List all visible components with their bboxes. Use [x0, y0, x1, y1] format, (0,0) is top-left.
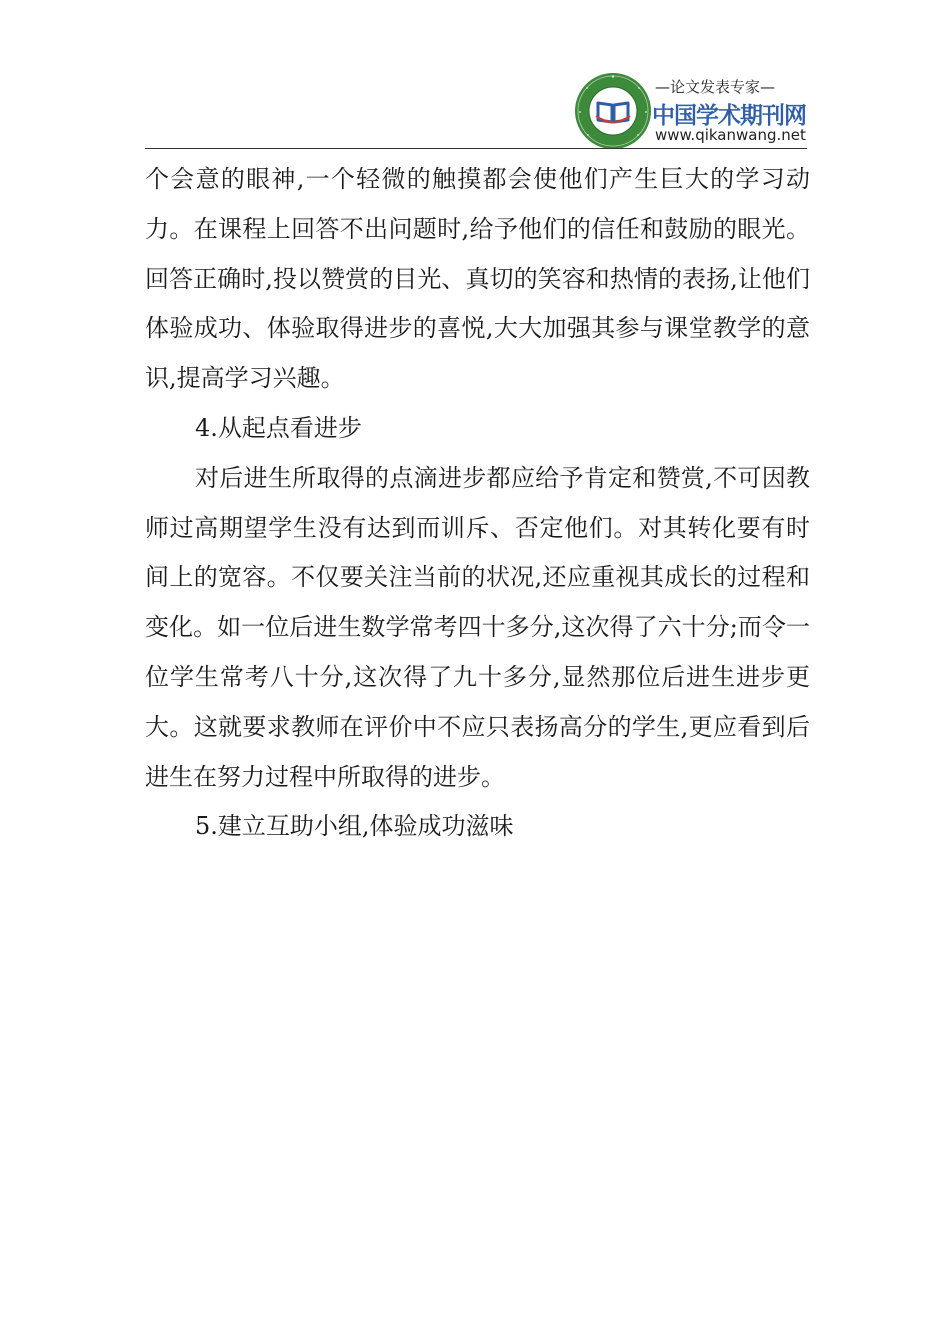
journal-logo-icon: [574, 72, 652, 150]
paragraph-progress: 对后进生所取得的点滴进步都应给予肯定和赞赏,不可因教师过高期望学生没有达到而训斥、否定他们。对其转化要有时间上的宽容。不仅要关注当前的状况,还应重视其成长的过程和变化。如一位后进生数学常考四十多分,这次得了六十分;而令一位学生常考八十分,这次得了九十多分,显然那位后进生进步更大。这就要求教师在评价中不应只表扬高分的学生,更应看到后进生在努力过程中所取得的进步。: [145, 463, 810, 791]
logo-tagline: —论文发表专家—: [655, 78, 776, 96]
document-body: [145, 155, 810, 852]
logo-site-name: 中国学术期刊网: [652, 103, 806, 129]
header-divider: [145, 148, 807, 149]
section-heading-4: 4.从起点看进步: [195, 413, 362, 442]
paragraph-continuation: 个会意的眼神,一个轻微的触摸都会使他们产生巨大的学习动力。在课程上回答不出问题时,给予他们的信任和鼓励的眼光。回答正确时,投以赞赏的目光、真切的笑容和热情的表扬,让他们体验成功、体验取得进步的喜悦,大大加强其参与课堂教学的意识,提高学习兴趣。: [145, 165, 810, 393]
logo-url: www.qikanwang.net: [655, 126, 806, 144]
page-header: [0, 0, 950, 160]
section-heading-5: 5.建立互助小组,体验成功滋味: [195, 812, 514, 841]
